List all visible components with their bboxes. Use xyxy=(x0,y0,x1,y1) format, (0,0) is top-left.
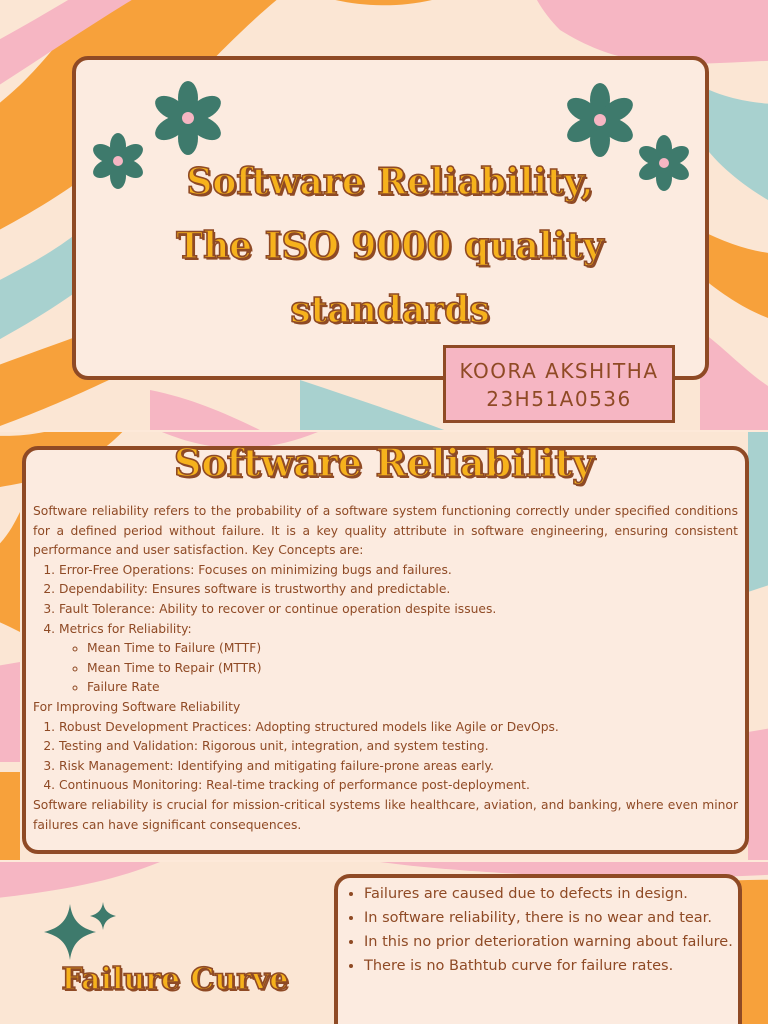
list-item: • Failures are caused due to defects in design. xyxy=(364,882,746,906)
list-item: • In software reliability, there is no wear and tear. xyxy=(364,906,746,930)
conclusion-paragraph: Software reliability is crucial for mission-critical systems like healthcare, aviation, and banking, where even minor failures can have significant consequences. xyxy=(33,797,738,832)
flower-icon xyxy=(563,83,637,157)
section-title: Software Reliability xyxy=(173,440,595,485)
list-item-label: Metrics for Reliability: xyxy=(59,621,192,636)
metrics-list xyxy=(59,639,738,698)
list-item: 1. Robust Development Practices: Adopting structured models like Agile or DevOps. xyxy=(59,718,738,738)
title-slide xyxy=(0,0,768,430)
list-item: 3. Fault Tolerance: Ability to recover or continue operation despite issues. xyxy=(59,600,738,620)
list-item: • In this no prior deterioration warning about failure. xyxy=(364,930,746,954)
main-title-line3: standards xyxy=(290,289,490,331)
list-item: 2. Testing and Validation: Rigorous unit, integration, and system testing. xyxy=(59,737,738,757)
list-item: ◦ Mean Time to Failure (MTTF) xyxy=(87,639,738,659)
flower-icon xyxy=(151,81,225,155)
sparkle-icon xyxy=(44,902,116,960)
list-item xyxy=(59,620,738,698)
main-title-line1: Software Reliability, xyxy=(186,161,594,203)
main-title xyxy=(80,150,700,342)
list-item: ◦ Failure Rate xyxy=(87,678,738,698)
author-name: KOORA AKSHITHA xyxy=(459,359,659,383)
failure-curve-title: Failure Curve xyxy=(61,962,289,997)
main-title-line2: The ISO 9000 quality xyxy=(176,225,604,267)
list-item: 2. Dependability: Ensures software is trustworthy and predictable. xyxy=(59,580,738,600)
intro-paragraph: Software reliability refers to the probability of a software system functioning correctly under specified conditions for a defined period without failure. It is a key quality attribute in software engineering, ensuring consistent performance and user satisfaction. Key Concepts are: xyxy=(33,504,738,558)
content-slide xyxy=(0,432,768,860)
author-box xyxy=(443,345,675,423)
failure-curve-bullets xyxy=(346,882,746,978)
failure-curve-slide xyxy=(0,862,768,1024)
list-item: 3. Risk Management: Identifying and mitigating failure-prone areas early. xyxy=(59,757,738,777)
improve-list xyxy=(33,718,738,796)
list-item: ◦ Mean Time to Repair (MTTR) xyxy=(87,659,738,679)
key-concepts-list xyxy=(33,561,738,698)
author-id: 23H51A0536 xyxy=(486,387,632,411)
list-item: 4. Continuous Monitoring: Real-time tracking of performance post-deployment. xyxy=(59,776,738,796)
list-item: • There is no Bathtub curve for failure rates. xyxy=(364,954,746,978)
list-item: 1. Error-Free Operations: Focuses on minimizing bugs and failures. xyxy=(59,561,738,581)
content-body xyxy=(33,502,738,835)
improve-heading: For Improving Software Reliability xyxy=(33,699,241,714)
